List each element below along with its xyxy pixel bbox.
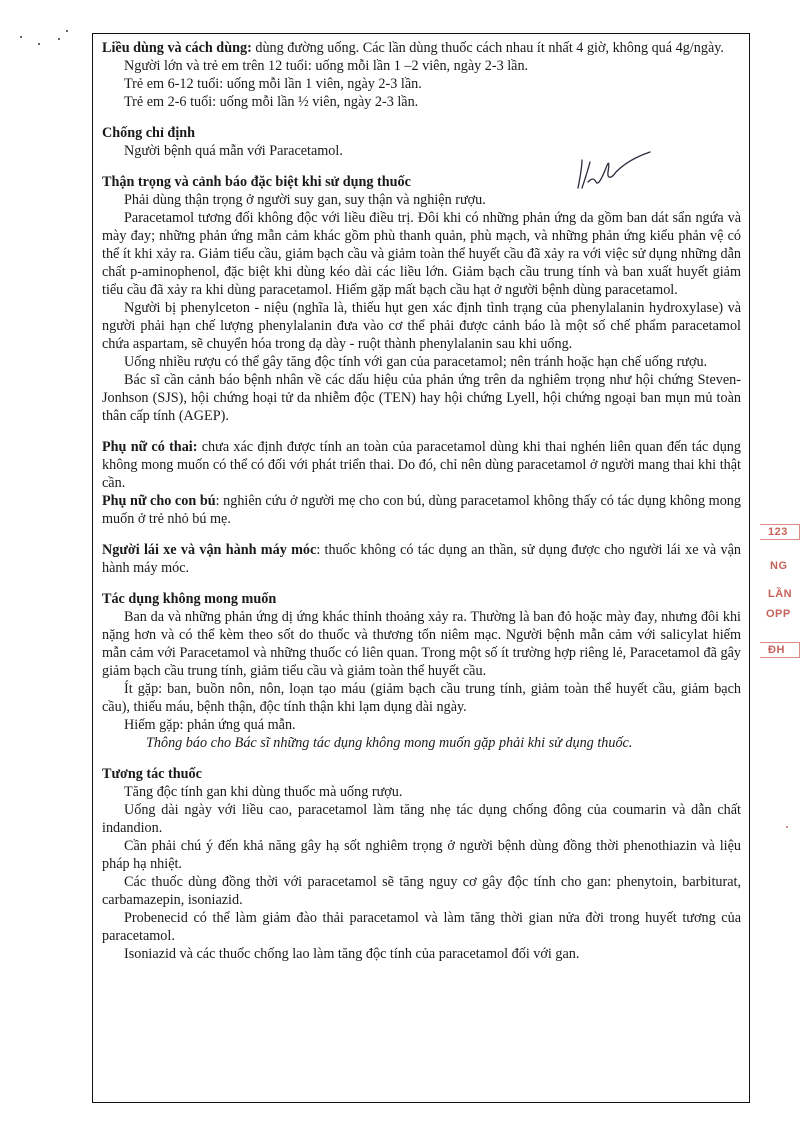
leaflet-text-box [92,33,750,1103]
pregnancy-paragraph [102,438,749,492]
dosage-line: Trẻ em 2-6 tuổi: uống mỗi lần ½ viên, ngày 2-3 lần. [124,94,419,110]
pregnancy-section [102,438,749,528]
adverse-paragraph: Ban da và những phản ứng dị ứng khác thỉnh thoảng xảy ra. Thường là ban đỏ hoặc mày đay, nhưng đôi khi nặng hơn và có thể kèm theo sốt do thuốc và thương tổn niêm mạc. Người bệnh mẫn cảm với salicylat hiếm mẫn cảm với Paracetamol và những thuốc có liên quan. Trong một số ít trường hợp riêng lẻ, Paracetamol đã gây giảm bạch cầu trung tính, giảm tiểu cầu và giảm toàn thể huyết cầu. [102,609,741,679]
driving-paragraph [102,541,749,577]
precautions-section [102,173,749,425]
interactions-paragraph: Probenecid có thể làm giảm đào thải paracetamol và làm tăng thời gian nửa đời trong huyết tương của paracetamol. [102,910,741,944]
dosage-intro: dùng đường uống. Các lần dùng thuốc cách nhau ít nhất 4 giờ, không quá 4g/ngày. [251,40,724,56]
driving-heading: Người lái xe và vận hành máy móc [102,542,317,558]
interactions-paragraph: Cần phải chú ý đến khả năng gây hạ sốt nghiêm trọng ở người bệnh dùng đồng thời phenothiazin và liệu pháp hạ nhiệt. [102,838,741,872]
stamp-text: ĐH [760,642,800,658]
dosage-section [102,39,749,111]
precautions-paragraph: Người bị phenylceton - niệu (nghĩa là, thiếu hụt gen xác định tình trạng của phenylalanin hydroxylase) và người phải hạn chế lượng phenylalanin đưa vào cơ thể phải được cảnh báo là một số chế phẩm paracetamol chứa aspartam, sẽ chuyển hóa trong dạ dày - ruột thành phenylalanin sau khi uống. [102,300,741,352]
dosage-heading: Liều dùng và cách dùng: [102,40,252,56]
interactions-paragraph: Uống dài ngày với liều cao, paracetamol làm tăng nhẹ tác dụng chống đông của coumarin và dẫn chất indandion. [102,802,741,836]
scan-speck [786,826,788,828]
stamp-text: NG [770,560,788,572]
precautions-paragraph: Paracetamol tương đối không độc với liều điều trị. Đôi khi có những phản ứng da gồm ban dát sẩn ngứa và mày đay; những phản ứng mẫn cảm khác gồm phù thanh quản, phù mạch, và những phản ứng kiểu phản vệ có thể ít khi xảy ra. Giảm tiểu cầu, giảm bạch cầu và giảm toàn thể huyết cầu đã xảy ra với việc sử dụng những dẫn chất p-aminophenol, đặc biệt khi dùng kéo dài các liều lớn. Giảm bạch cầu trung tính và ban xuất huyết giảm tiểu cầu đã xảy ra khi dùng paracetamol. Hiếm gặp mất bạch cầu hạt ở người bệnh dùng paracetamol. [102,210,741,298]
interactions-paragraph: Isoniazid và các thuốc chống lao làm tăng độc tính của paracetamol đối với gan. [124,946,580,962]
stamp-fragment [760,560,800,572]
dosage-paragraph [102,39,749,57]
scan-speck [66,30,68,32]
adverse-section [102,590,749,752]
stamp-fragment [760,642,800,658]
precautions-paragraph: Bác sĩ cần cảnh báo bệnh nhân về các dấu hiệu của phản ứng trên da nghiêm trọng như hội chứng Steven-Jonhson (SJS), hội chứng hoại tử da nhiễm độc (TEN) hay hội chứng Lyell, hội chứng ngoại ban mụn mủ toàn thân cấp tính (AGEP). [102,372,741,424]
breastfeeding-paragraph [102,492,749,528]
interactions-paragraph: Tăng độc tính gan khi dùng thuốc mà uống rượu. [124,784,403,800]
adverse-notice: Thông báo cho Bác sĩ những tác dụng không mong muốn gặp phải khi sử dụng thuốc. [146,735,633,751]
scan-speck [58,38,60,40]
stamp-text: 123 [760,524,800,540]
precautions-paragraph: Phải dùng thận trọng ở người suy gan, suy thận và nghiện rượu. [124,192,486,208]
stamp-text: LẦN [768,588,793,600]
scan-speck [38,43,40,45]
contraindication-section [102,124,749,160]
driving-text: : thuốc không có tác dụng an thần, sử dụng được cho người lái xe và vận hành máy móc. [102,542,741,576]
precautions-paragraph: Uống nhiều rượu có thể gây tăng độc tính với gan của paracetamol; nên tránh hoặc hạn chế uống rượu. [124,354,708,370]
interactions-paragraph: Các thuốc dùng đồng thời với paracetamol sẽ tăng nguy cơ gây độc tính cho gan: phenytoin, barbiturat, carbamazepin, isoniazid. [102,874,741,908]
interactions-heading: Tương tác thuốc [102,766,202,782]
pregnancy-text: chưa xác định được tính an toàn của paracetamol dùng khi thai nghén liên quan đến tác dụng không mong muốn có thể có đối với phát triển thai. Do đó, chỉ nên dùng paracetamol ở người mang thai khi thật cần. [102,439,741,491]
interactions-section [102,765,749,963]
precautions-heading: Thận trọng và cảnh báo đặc biệt khi sử dụng thuốc [102,174,411,190]
stamp-fragment [760,608,800,620]
dosage-line: Trẻ em 6-12 tuổi: uống mỗi lần 1 viên, ngày 2-3 lần. [124,76,422,92]
stamp-fragment [760,588,800,600]
contraindication-heading: Chống chỉ định [102,125,196,141]
stamp-text: OPP [766,608,791,620]
stamp-fragment [760,524,800,540]
adverse-paragraph: Ít gặp: ban, buồn nôn, nôn, loạn tạo máu (giảm bạch cầu trung tính, giảm toàn thể huyết cầu, giảm bạch cầu), thiếu máu, bệnh thận, độc tính thận khi lạm dụng dài ngày. [102,681,741,715]
scan-speck [20,36,22,38]
driving-section [102,541,749,577]
adverse-paragraph: Hiếm gặp: phản ứng quá mẫn. [124,717,296,733]
dosage-line: Người lớn và trẻ em trên 12 tuổi: uống mỗi lần 1 –2 viên, ngày 2-3 lần. [124,58,529,74]
breastfeeding-heading: Phụ nữ cho con bú [102,493,216,509]
pregnancy-heading: Phụ nữ có thai: [102,439,198,455]
adverse-heading: Tác dụng không mong muốn [102,591,277,607]
breastfeeding-text: : nghiên cứu ở người mẹ cho con bú, dùng paracetamol không thấy có tác dụng không mong muốn ở trẻ nhỏ bú mẹ. [102,493,741,527]
contraindication-text: Người bệnh quá mẫn với Paracetamol. [124,143,343,159]
